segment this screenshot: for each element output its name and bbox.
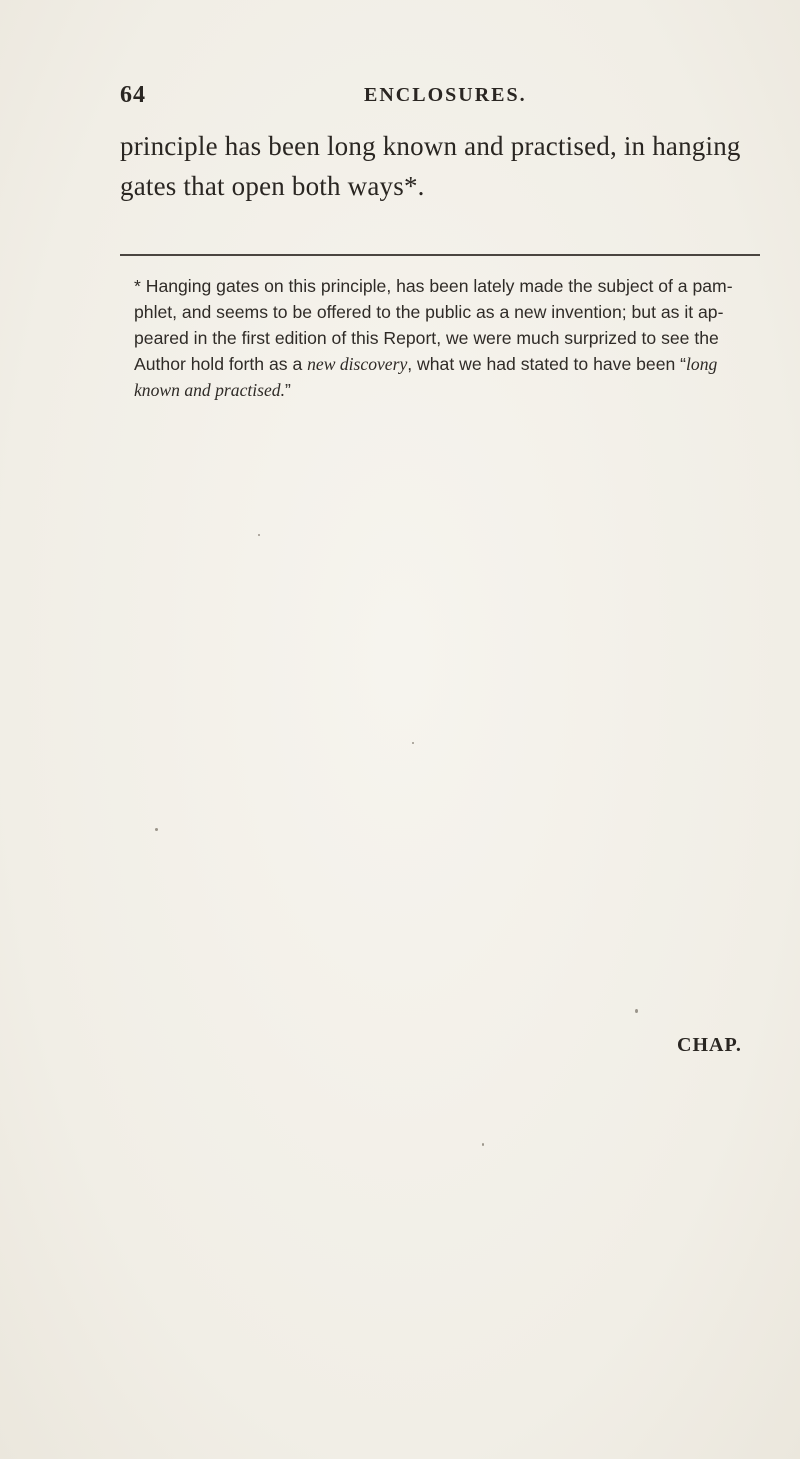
footnote-italic: long bbox=[686, 354, 718, 374]
body-paragraph bbox=[120, 126, 760, 206]
catchword: CHAP. bbox=[677, 1034, 742, 1056]
footnote bbox=[134, 273, 760, 403]
paper-speck bbox=[412, 742, 414, 744]
paper-speck bbox=[258, 534, 260, 536]
footnote-line: peared in the first edition of this Report, we were much surprized to see the bbox=[134, 328, 719, 348]
footnote-italic: new discovery bbox=[307, 354, 408, 374]
footnote-text: ” bbox=[285, 380, 291, 400]
paper-speck bbox=[155, 828, 158, 831]
footnote-line: * Hanging gates on this principle, has been lately made the subject of a pam- bbox=[134, 276, 733, 296]
footnote-rule bbox=[120, 254, 760, 256]
body-line: gates that open both ways*. bbox=[120, 171, 425, 201]
running-title: ENCLOSURES. bbox=[364, 84, 527, 106]
footnote-line bbox=[134, 377, 760, 403]
page-number: 64 bbox=[120, 82, 146, 108]
footnote-line: phlet, and seems to be offered to the public as a new invention; but as it ap- bbox=[134, 302, 724, 322]
footnote-line bbox=[134, 351, 760, 377]
footnote-italic: known and practised. bbox=[134, 380, 285, 400]
body-line: principle has been long known and practised, in hanging bbox=[120, 131, 741, 161]
footnote-text: , what we had stated to have been “ bbox=[407, 354, 687, 374]
paper-speck bbox=[482, 1143, 484, 1146]
paper-speck bbox=[635, 1009, 638, 1013]
footnote-text: Author hold forth as a bbox=[134, 354, 308, 374]
